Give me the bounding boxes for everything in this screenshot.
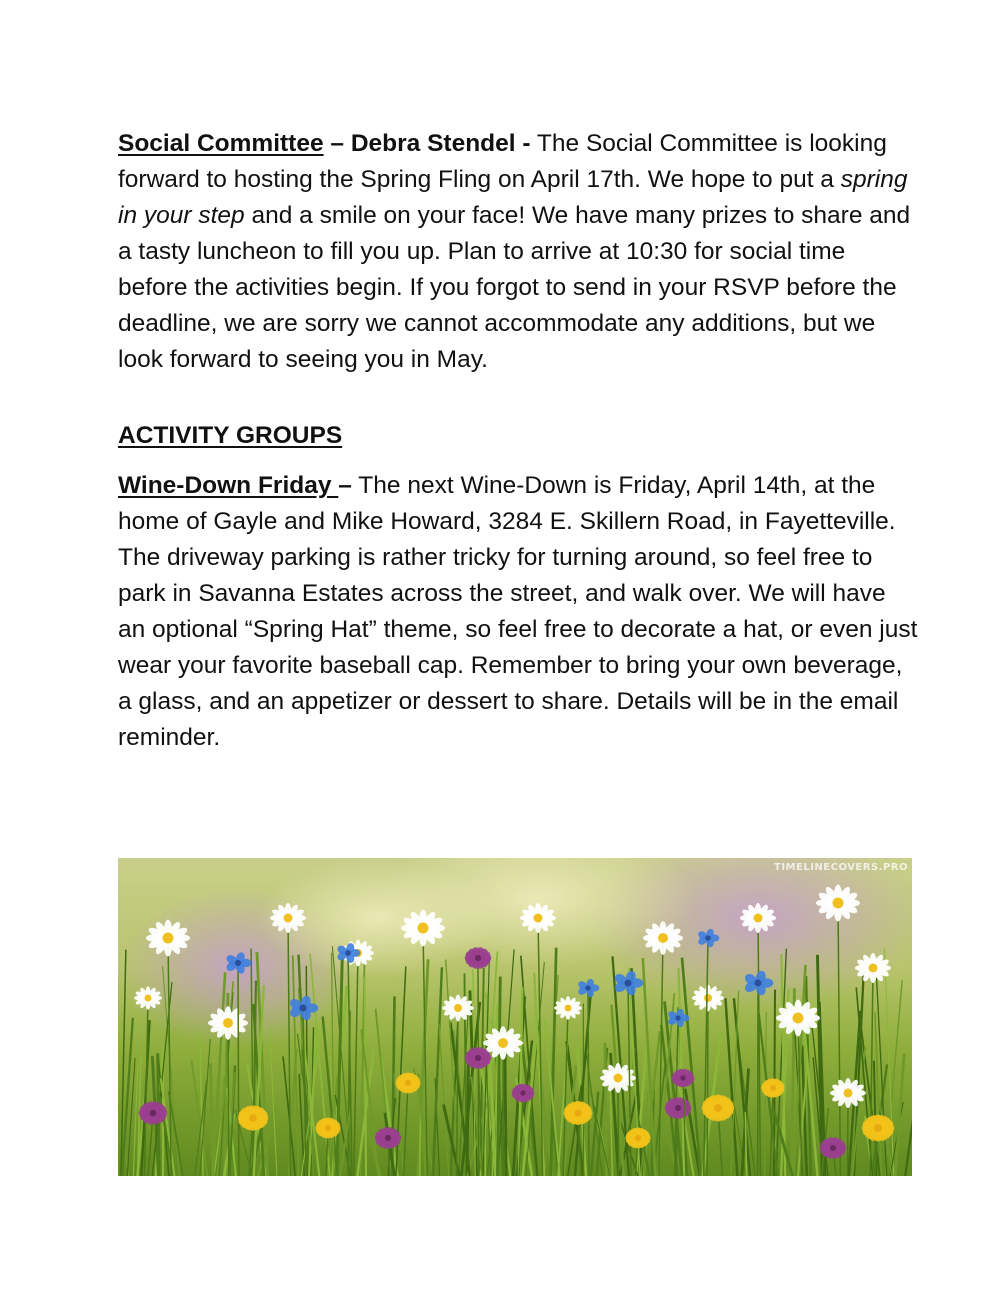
- wine-down-text: The next Wine-Down is Friday, April 14th, at the home of Gayle and Mike Howard, 3284 E. Skillern Road, in Fayetteville. The driveway parking is rather tricky for turning around, so feel free to park in Savanna Estates across the street, and walk over. We will have an optional “Spring Hat” theme, so feel free to decorate a hat, or even just wear your favorite baseball cap. Remember to bring your own beverage, a glass, and an appetizer or dessert to share. Details will be in the email reminder.: [118, 472, 918, 751]
- wine-down-title: Wine-Down Friday: [118, 472, 339, 499]
- activity-groups-heading: ACTIVITY GROUPS: [118, 422, 343, 449]
- social-committee-title: Social Committee: [118, 130, 324, 157]
- social-dash: –: [323, 130, 351, 157]
- wine-down-paragraph: [118, 468, 918, 756]
- social-italic-phrase: spring in your step: [118, 166, 908, 229]
- social-text-1: The Social Committee is looking forward to hosting the Spring Fling on April 17th. We hope to put a: [118, 130, 887, 193]
- social-committee-paragraph: [118, 126, 918, 378]
- newsletter-page: [118, 126, 918, 756]
- image-watermark: TIMELINECOVERS.PRO: [774, 862, 908, 873]
- flower-meadow-illustration: [118, 858, 912, 1176]
- social-committee-chair: Debra Stendel -: [350, 130, 531, 157]
- spring-flowers-image: [118, 858, 912, 1176]
- social-text-2: and a smile on your face! We have many prizes to share and a tasty luncheon to fill you up. Plan to arrive at 10:30 for social time before the activities begin. If you forgot to send in your RSVP before the deadline, we are sorry we cannot accommodate any additions, but we look forward to seeing you in May.: [118, 202, 911, 373]
- wine-dash: –: [338, 472, 352, 499]
